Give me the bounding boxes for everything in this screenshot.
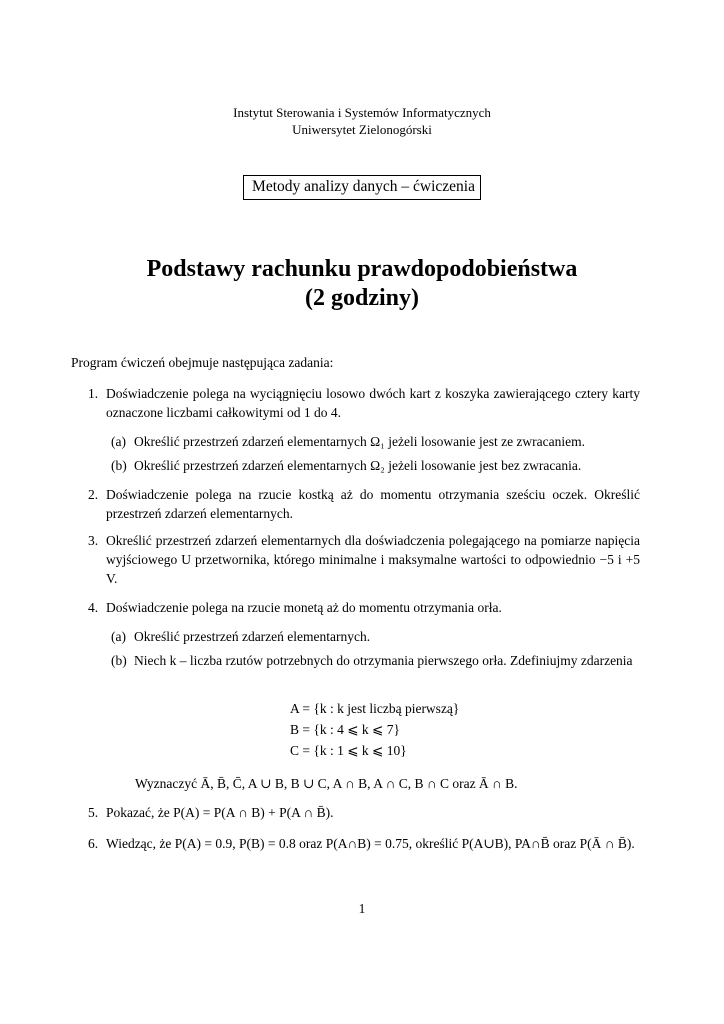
problem-2 <box>88 485 640 523</box>
problem-text: Pokazać, że P(A) = P(A ∩ B) + P(A ∩ B̄). <box>106 805 334 820</box>
problem-1b <box>111 456 641 475</box>
event-a-definition: A = {k : k jest liczbą pierwszą} <box>290 701 460 716</box>
event-b-definition: B = {k : 4 ⩽ k ⩽ 7} <box>290 722 400 737</box>
title-line-1: Podstawy rachunku prawdopodobieństwa <box>146 256 578 282</box>
course-title-box: Metody analizy danych – ćwiczenia <box>243 175 481 200</box>
problem-1 <box>88 384 640 422</box>
problem-4 <box>88 598 640 617</box>
course-box-wrapper <box>0 175 724 200</box>
problem-number: 6. <box>88 836 99 851</box>
institute-header <box>0 104 724 138</box>
determine-sets: Wyznaczyć Ā, B̄, C̄, A ∪ B, B ∪ C, A ∩ B, A ∩ C, B ∩ C oraz Ā ∩ B. <box>135 776 518 791</box>
problem-text: Określić przestrzeń zdarzeń elementarnych dla doświadczenia polegającego na pomiarze napięcia wyjściowego U przetwornika, którego minimalne i maksymalne wartości to odpowiednio −5 i +5 V. <box>106 533 640 586</box>
problem-text: Doświadczenie polega na rzucie monetą aż do momentu otrzymania orła. <box>106 600 502 615</box>
problem-4a <box>111 627 641 646</box>
problem-6 <box>88 834 640 853</box>
subproblem-text: Określić przestrzeń zdarzeń elementarnych Ω₁ jeżeli losowanie jest ze zwracaniem. <box>134 434 586 449</box>
subproblem-text: Określić przestrzeń zdarzeń elementarnych. <box>134 629 371 644</box>
subproblem-text: Niech k – liczba rzutów potrzebnych do otrzymania pierwszego orła. Zdefiniujmy zdarzenia <box>134 653 633 668</box>
subproblem-label: (a) <box>111 629 126 644</box>
problem-5 <box>88 803 640 822</box>
subproblem-label: (b) <box>111 458 127 473</box>
page-number: 1 <box>358 901 366 916</box>
problem-number: 2. <box>88 487 99 502</box>
subproblem-label: (b) <box>111 653 127 668</box>
title-line-2: (2 godziny) <box>305 285 419 311</box>
institute-name: Instytut Sterowania i Systemów Informatycznych <box>233 105 491 120</box>
problem-3 <box>88 531 640 588</box>
event-c-definition: C = {k : 1 ⩽ k ⩽ 10} <box>290 743 407 758</box>
university-name: Uniwersytet Zielonogórski <box>292 122 432 137</box>
subproblem-text: Określić przestrzeń zdarzeń elementarnych Ω₂ jeżeli losowanie jest bez zwracania. <box>134 458 582 473</box>
problem-1a <box>111 432 641 451</box>
problem-text: Wiedząc, że P(A) = 0.9, P(B) = 0.8 oraz P(A∩B) = 0.75, określić P(A∪B), PA∩B̄ oraz P(Ā ∩ B̄). <box>106 836 635 851</box>
intro-text: Program ćwiczeń obejmuje następująca zadania: <box>71 355 334 370</box>
subproblem-label: (a) <box>111 434 126 449</box>
problem-text: Doświadczenie polega na rzucie kostką aż do momentu otrzymania sześciu oczek. Określić przestrzeń zdarzeń elementarnych. <box>106 487 640 521</box>
problem-number: 1. <box>88 386 99 401</box>
problem-text: Doświadczenie polega na wyciągnięciu losowo dwóch kart z koszyka zawierającego cztery karty oznaczone liczbami całkowitymi od 1 do 4. <box>106 386 640 420</box>
problem-number: 5. <box>88 805 99 820</box>
document-title <box>0 255 724 313</box>
problem-number: 4. <box>88 600 99 615</box>
problem-number: 3. <box>88 533 99 548</box>
problem-4b <box>111 651 641 670</box>
